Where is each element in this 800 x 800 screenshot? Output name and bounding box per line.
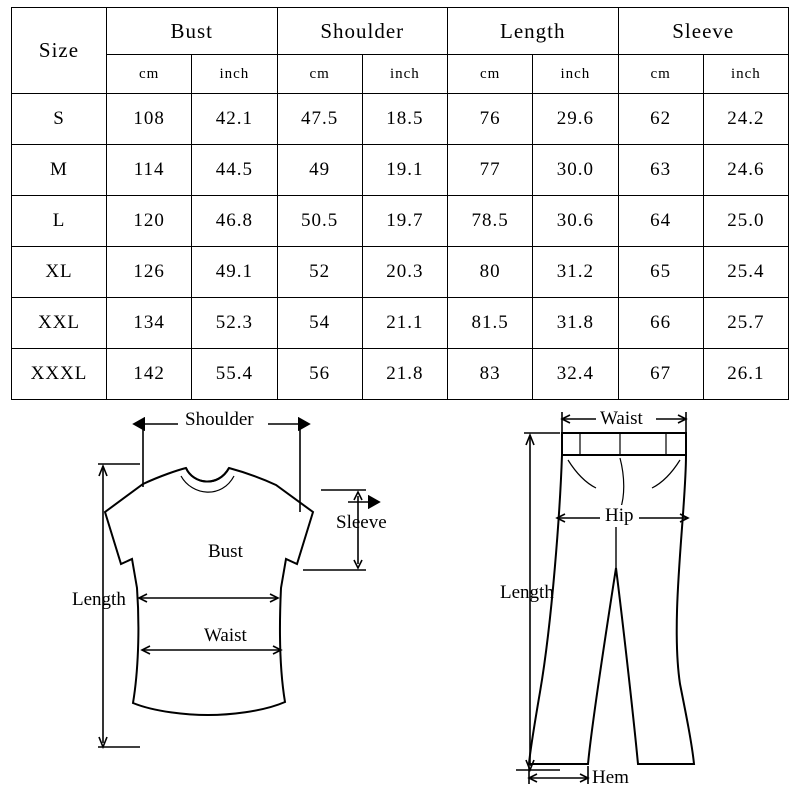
cell-size: S: [12, 94, 107, 145]
cell-sleeve-cm: 66: [618, 298, 703, 349]
cell-size: XL: [12, 247, 107, 298]
cell-shoulder-inch: 20.3: [362, 247, 447, 298]
cell-length-cm: 78.5: [448, 196, 533, 247]
cell-sleeve-inch: 25.7: [703, 298, 788, 349]
measurement-diagrams: [0, 392, 800, 800]
shoulder-dimension-line: [143, 419, 300, 512]
cell-sleeve-inch: 25.4: [703, 247, 788, 298]
header-group-shoulder: Shoulder: [277, 8, 448, 55]
cell-shoulder-cm: 49: [277, 145, 362, 196]
cell-length-inch: 30.0: [533, 145, 618, 196]
cell-shoulder-cm: 54: [277, 298, 362, 349]
table-row: [12, 298, 789, 349]
size-table: [11, 7, 789, 400]
cell-sleeve-cm: 65: [618, 247, 703, 298]
cell-sleeve-cm: 67: [618, 349, 703, 400]
cell-bust-inch: 44.5: [192, 145, 277, 196]
header-unit-shoulder-inch: inch: [362, 55, 447, 94]
cell-bust-cm: 108: [107, 94, 192, 145]
pants-drawing: [420, 392, 800, 800]
cell-length-inch: 32.4: [533, 349, 618, 400]
label-sleeve: Sleeve: [336, 512, 387, 533]
label-hem: Hem: [592, 767, 629, 788]
cell-shoulder-cm: 50.5: [277, 196, 362, 247]
cell-length-cm: 81.5: [448, 298, 533, 349]
cell-shoulder-cm: 47.5: [277, 94, 362, 145]
cell-size: L: [12, 196, 107, 247]
cell-sleeve-inch: 25.0: [703, 196, 788, 247]
header-unit-shoulder-cm: cm: [277, 55, 362, 94]
table-row: [12, 196, 789, 247]
cell-size: XXL: [12, 298, 107, 349]
cell-sleeve-cm: 63: [618, 145, 703, 196]
cell-length-cm: 83: [448, 349, 533, 400]
label-bust: Bust: [203, 541, 248, 563]
cell-bust-inch: 52.3: [192, 298, 277, 349]
table-header-row-groups: [12, 8, 789, 55]
label-waist: Waist: [199, 625, 252, 647]
cell-length-inch: 29.6: [533, 94, 618, 145]
header-group-sleeve: Sleeve: [618, 8, 789, 55]
table-row: [12, 145, 789, 196]
label-length: Length: [500, 582, 554, 603]
cell-size: XXXL: [12, 349, 107, 400]
cell-shoulder-inch: 19.7: [362, 196, 447, 247]
waist-dimension-line: [142, 646, 281, 654]
cell-length-cm: 77: [448, 145, 533, 196]
t-shirt-drawing: [0, 392, 420, 800]
cell-shoulder-cm: 56: [277, 349, 362, 400]
size-table-container: [11, 7, 789, 400]
table-row: [12, 247, 789, 298]
t-shirt-outline: [105, 468, 313, 715]
cell-sleeve-inch: 24.2: [703, 94, 788, 145]
cell-bust-inch: 42.1: [192, 94, 277, 145]
header-size: Size: [12, 8, 107, 94]
header-unit-sleeve-cm: cm: [618, 55, 703, 94]
cell-sleeve-cm: 62: [618, 94, 703, 145]
cell-bust-inch: 46.8: [192, 196, 277, 247]
cell-shoulder-cm: 52: [277, 247, 362, 298]
cell-length-inch: 31.8: [533, 298, 618, 349]
cell-bust-inch: 49.1: [192, 247, 277, 298]
header-unit-bust-inch: inch: [192, 55, 277, 94]
label-shoulder: Shoulder: [185, 409, 254, 430]
cell-shoulder-inch: 21.1: [362, 298, 447, 349]
pants-measurement-diagram: [420, 392, 800, 800]
cell-bust-cm: 126: [107, 247, 192, 298]
cell-shoulder-inch: 19.1: [362, 145, 447, 196]
cell-length-cm: 76: [448, 94, 533, 145]
header-unit-length-cm: cm: [448, 55, 533, 94]
cell-sleeve-inch: 26.1: [703, 349, 788, 400]
label-length: Length: [72, 589, 126, 610]
header-unit-sleeve-inch: inch: [703, 55, 788, 94]
cell-length-inch: 31.2: [533, 247, 618, 298]
cell-bust-cm: 134: [107, 298, 192, 349]
cell-sleeve-inch: 24.6: [703, 145, 788, 196]
cell-bust-cm: 142: [107, 349, 192, 400]
header-unit-length-inch: inch: [533, 55, 618, 94]
cell-bust-cm: 120: [107, 196, 192, 247]
table-row: [12, 94, 789, 145]
label-waist: Waist: [600, 408, 643, 429]
cell-size: M: [12, 145, 107, 196]
cell-sleeve-cm: 64: [618, 196, 703, 247]
header-unit-bust-cm: cm: [107, 55, 192, 94]
header-group-length: Length: [448, 8, 619, 55]
cell-shoulder-inch: 18.5: [362, 94, 447, 145]
header-group-bust: Bust: [107, 8, 278, 55]
cell-bust-cm: 114: [107, 145, 192, 196]
cell-shoulder-inch: 21.8: [362, 349, 447, 400]
cell-length-inch: 30.6: [533, 196, 618, 247]
cell-bust-inch: 55.4: [192, 349, 277, 400]
label-hip: Hip: [600, 505, 639, 527]
table-header-row-units: [12, 55, 789, 94]
cell-length-cm: 80: [448, 247, 533, 298]
bust-dimension-line: [139, 594, 278, 602]
hem-dimension-line: [529, 766, 588, 784]
t-shirt-measurement-diagram: [0, 392, 420, 800]
